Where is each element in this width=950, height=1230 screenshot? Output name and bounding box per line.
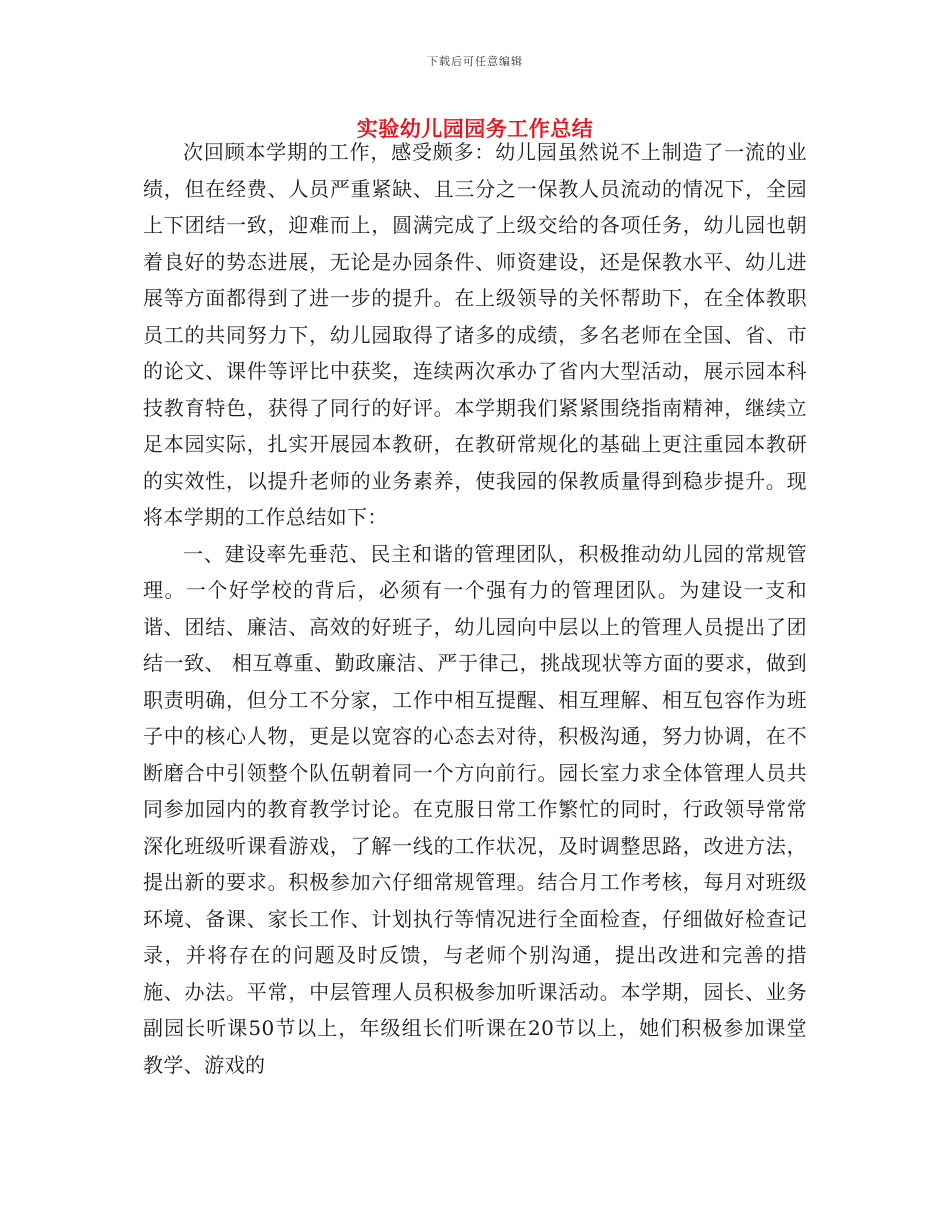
- document-title: 实验幼儿园园务工作总结: [356, 116, 594, 141]
- header-note: 下载后可任意编辑: [427, 55, 523, 68]
- paragraph-intro: 次回顾本学期的工作，感受颇多：幼儿园虽然说不上制造了一流的业绩，但在经费、人员严重紧缺、且三分之一保教人员流动的情况下，全园上下团结一致，迎难而上，圆满完成了上级交给的各项任务，幼儿园也朝着良好的势态进展，无论是办园条件、师资建设，还是保教水平、幼儿进展等方面都得到了进一步的提升。在上级领导的关怀帮助下，在全体教职员工的共同努力下，幼儿园取得了诸多的成绩，多名老师在全国、省、市的论文、课件等评比中获奖，连续两次承办了省内大型活动，展示园本科技教育特色，获得了同行的好评。本学期我们紧紧围绕指南精神，继续立足本园实际，扎实开展园本教研，在教研常规化的基础上更注重园本教研的实效性，以提升老师的业务素养，使我园的保教质量得到稳步提升。现将本学期的工作总结如下：: [143, 140, 807, 529]
- paragraph-management: 一、建设率先垂范、民主和谐的管理团队，积极推动幼儿园的常规管理。一个好学校的背后，必须有一个强有力的管理团队。为建设一支和谐、团结、廉洁、高效的好班子，幼儿园向中层以上的管理人员提出了团结一致、 相互尊重、勤政廉洁、严于律己，挑战现状等方面的要求，做到职责明确，但分工不分家，工作中相互提醒、相互理解、相互包容作为班子中的核心人物，更是以宽容的心态去对待，积极沟通，努力协调，在不断磨合中引领整个队伍朝着同一个方向前行。园长室力求全体管理人员共同参加园内的教育教学讨论。在克服日常工作繁忙的同时，行政领导常常深化班级听课看游戏，了解一线的工作状况，及时调整思路，改进方法，提出新的要求。积极参加六仔细常规管理。结合月工作考核，每月对班级环境、备课、家长工作、计划执行等情况进行全面检查，仔细做好检查记录，并将存在的问题及时反馈，与老师个别沟通，提出改进和完善的措施、办法。平常，中层管理人员积极参加听课活动。本学期，园长、业务副园长听课50节以上，年级组长们听课在20节以上，她们积极参加课堂教学、游戏的: [143, 541, 807, 1077]
- document-body: [143, 134, 807, 1083]
